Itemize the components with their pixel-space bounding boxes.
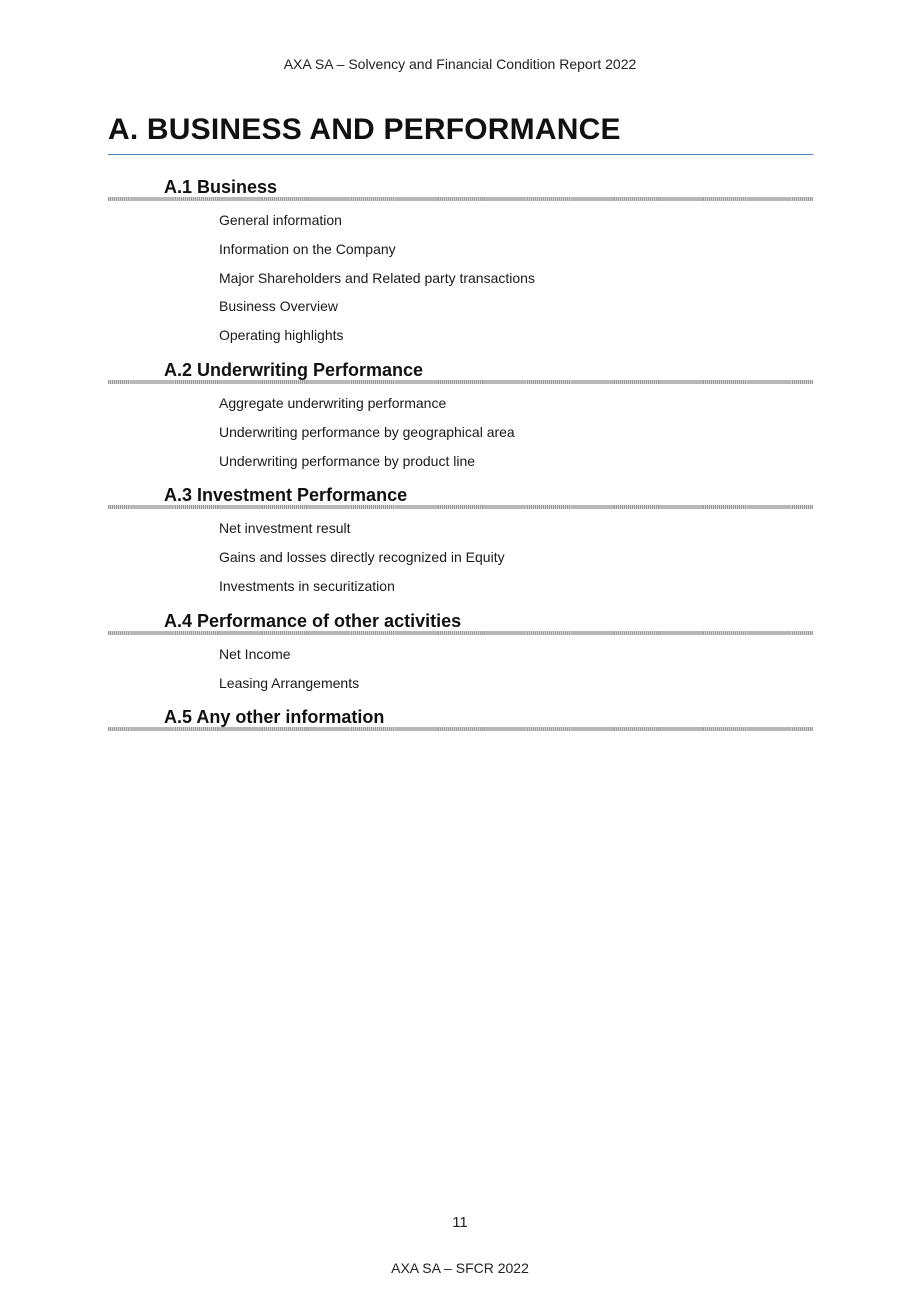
section-a4 (108, 609, 813, 706)
running-header: AXA SA – Solvency and Financial Condition Report 2022 (283, 56, 637, 72)
toc-item[interactable] (219, 518, 813, 547)
section-items (108, 201, 813, 358)
section-a2 (108, 358, 813, 483)
toc-item[interactable] (219, 451, 813, 480)
toc-link[interactable]: Operating highlights (219, 327, 344, 344)
toc-link[interactable]: Net Income (219, 645, 291, 662)
toc-link[interactable]: Net investment result (219, 520, 351, 537)
section-items (108, 509, 813, 608)
toc-link[interactable]: Gains and losses directly recognized in Equity (219, 549, 505, 566)
toc-item[interactable] (219, 422, 813, 451)
section-a5 (108, 705, 813, 731)
section-items (108, 384, 813, 483)
section-a3 (108, 483, 813, 608)
section-title: A.1 Business (164, 177, 278, 197)
toc-link[interactable]: Business Overview (219, 298, 339, 315)
toc-item[interactable] (219, 239, 813, 268)
toc-item[interactable] (219, 576, 813, 605)
chapter-title: A. BUSINESS AND PERFORMANCE (108, 112, 813, 155)
toc-item[interactable] (219, 268, 813, 297)
page-number: 11 (452, 1214, 468, 1231)
toc-link[interactable]: Aggregate underwriting performance (219, 394, 447, 411)
toc-link[interactable]: Underwriting performance by product line (219, 452, 476, 469)
section-title: A.3 Investment Performance (164, 485, 408, 506)
section-title: A.4 Performance of other activities (164, 610, 462, 631)
toc-link[interactable]: Investments in securitization (219, 577, 395, 594)
chapter-block (108, 112, 813, 731)
toc-link[interactable]: Information on the Company (219, 240, 396, 257)
toc-item[interactable] (219, 644, 813, 673)
toc-item[interactable] (219, 673, 813, 702)
section-items (108, 635, 813, 706)
running-footer: AXA SA – SFCR 2022 (391, 1260, 529, 1276)
toc-link[interactable]: General information (219, 212, 342, 228)
toc-item[interactable] (219, 296, 813, 325)
toc-item[interactable] (219, 547, 813, 576)
toc-item[interactable] (219, 393, 813, 422)
toc-item[interactable] (219, 210, 813, 239)
section-title: A.2 Underwriting Performance (164, 359, 424, 380)
toc-link[interactable]: Underwriting performance by geographical area (219, 423, 515, 440)
section-list (108, 175, 813, 731)
section-title: A.5 Any other information (164, 707, 385, 728)
toc-link[interactable]: Leasing Arrangements (219, 674, 360, 691)
section-a1 (108, 175, 813, 358)
toc-item[interactable] (219, 325, 813, 354)
toc-link[interactable]: Major Shareholders and Related party transactions (219, 269, 535, 286)
